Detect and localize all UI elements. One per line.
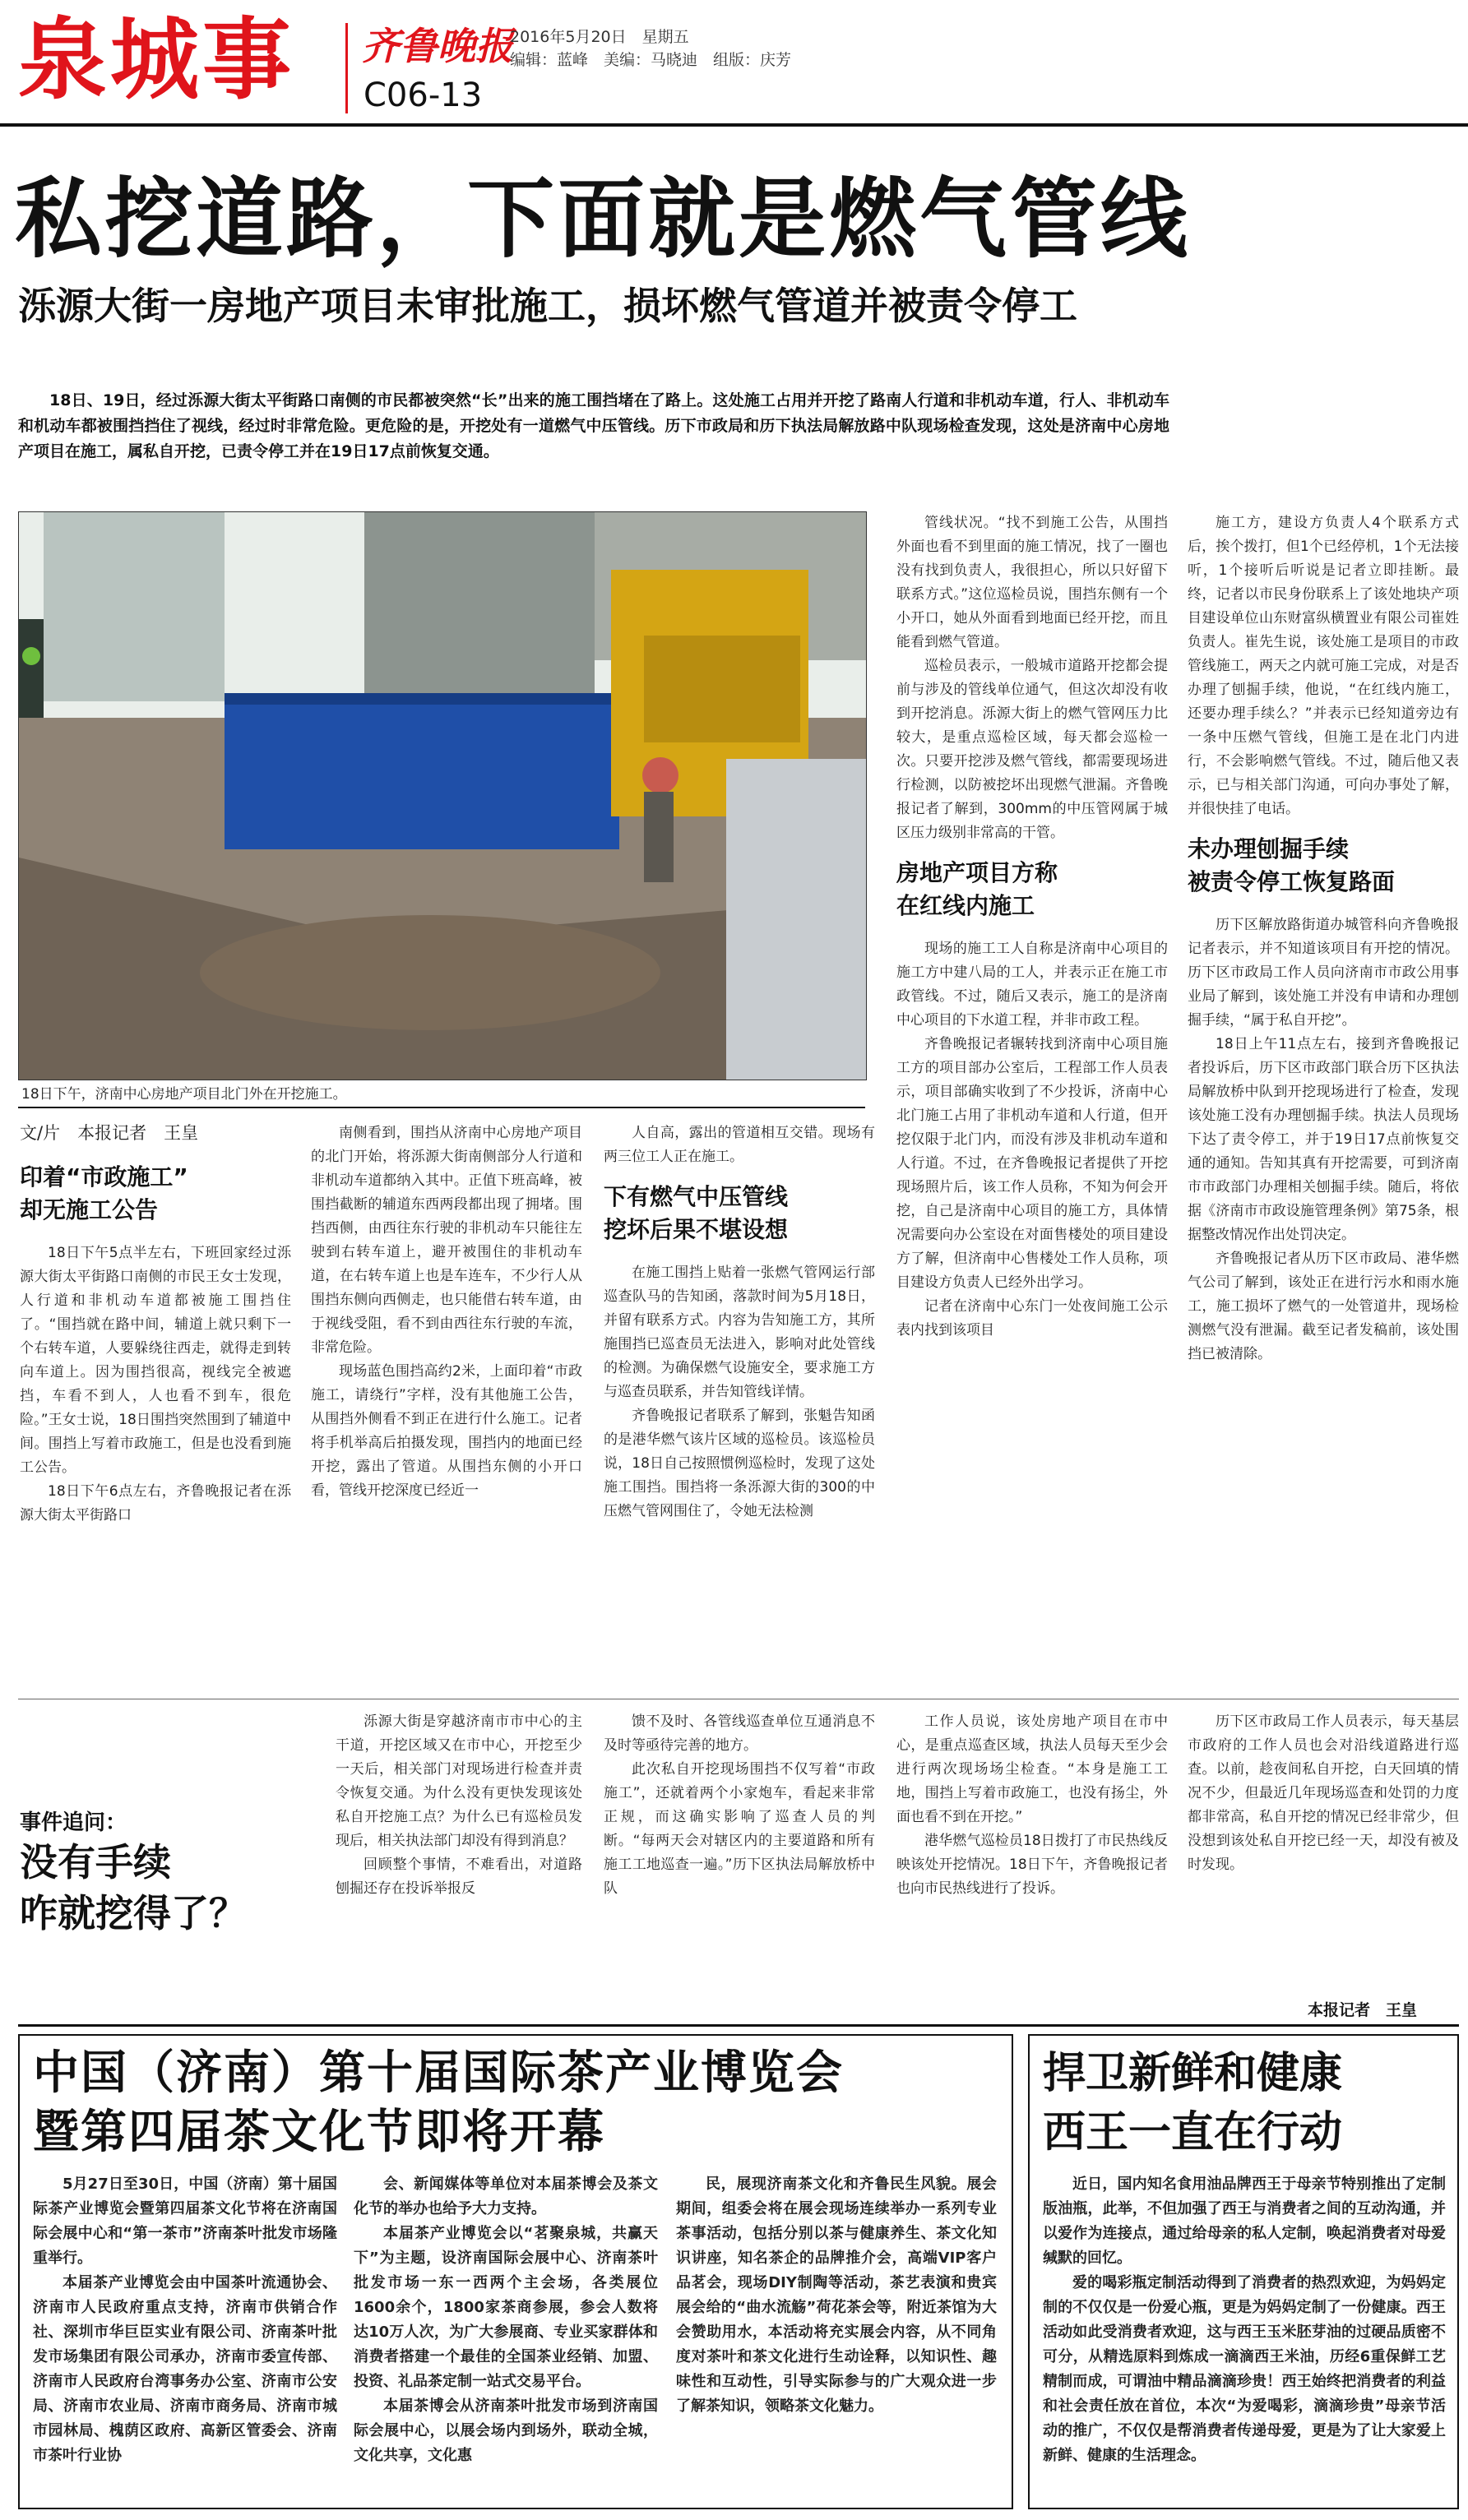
tea-paragraph: 民，展现济南茶文化和齐鲁民生风貌。展会期间，组委会将在展会现场连续举办一系列专业茶事活动，包括分别以茶与健康养生、茶文化知识讲座，知名茶企的品牌推介会，高端VIP客户品茗会，现场DIY制陶等活动，茶艺表演和贵宾展会给的“曲水流觞”荷花茶会等，附近茶馆为大会赞助用水，本活动将充实展会内容，从不同角度对茶叶和茶文化进行生动诠释，以知识性、趣味性和互动性，引导实际参与的广大观众进一步了解茶知识，领略茶文化魅力。 (676, 2176, 997, 2415)
article-paragraph: 18日下午5点半左右，下班回家经过泺源大街太平街路口南侧的市民王女士发现，人行道和非机动车道都被施工围挡住了。“围挡就在路中间，辅道上就只剩下一个右转车道，人要躲绕往西走，就得走到转向车道上。因为围挡很高，视线完全被遮挡，车看不到人，人也看不到车，很危险。”王女士说，18日围挡突然围到了辅道中间。围挡上写着市政施工，但是也没看到施工公告。 (20, 1245, 291, 1476)
article-column-5 (1188, 511, 1459, 1689)
tea-paragraph: 5月27日至30日，中国（济南）第十届国际茶产业博览会暨第四届茶文化节将在济南国际会展中心和“第一茶市”济南茶叶批发市场隆重举行。 (33, 2176, 337, 2267)
tea-column-3 (676, 2172, 997, 2501)
article-column-2 (311, 1121, 582, 1689)
photo-byline: 文/片 本报记者 王皇 (20, 1123, 199, 1143)
followup-label: 事件追问： (20, 1810, 127, 1835)
tea-paragraph: 本届茶产业博览会以“茗聚泉城，共赢天下”为主题，设济南国际会展中心、济南茶叶批发市场一东一西两个主会场，各类展位1600余个，1800家茶商参展，参会人数将达10万人次，为广大参展商、专业买家群体和消费者搭建一个最佳的全国茶业经销、加盟、投资、礼品茶定制一站式交易平台。 (354, 2225, 658, 2390)
xiwang-paragraph: 爱的喝彩瓶定制活动得到了消费者的热烈欢迎，为妈妈定制的不仅仅是一份爱心瓶，更是为妈妈定制了一份健康。西王活动如此受消费者欢迎，这与西王玉米胚芽油的过硬品质密不可分，从精选原料到炼成一滴滴西王米油，历经6重保鲜工艺精制而成，可谓油中精品滴滴珍贵！西王始终把消费者的利益和社会责任放在首位，本次“为爱喝彩，滴滴珍贵”母亲节活动的推广，不仅仅是帮消费者传递母爱，更是为了让大家爱上新鲜、健康的生活理念。 (1043, 2274, 1446, 2464)
article-column-4 (896, 511, 1168, 1689)
subhead-1: 印着“市政施工” 却无施工公告 (20, 1163, 188, 1223)
followup-paragraph: 港华燃气巡检员18日拨打了市民热线反映该处开挖情况。18日下午，齐鲁晚报记者也向市民热线进行了投诉。 (896, 1833, 1168, 1897)
xiwang-title: 捍卫新鲜和健康 西王一直在行动 (1043, 2049, 1343, 2157)
article-paragraph: 南侧看到，围挡从济南中心房地产项目的北门开始，将泺源大街南侧部分人行道和非机动车道都纳入其中。正值下班高峰，被围挡截断的辅道东西两段都出现了拥堵。围挡西侧，由西往东行驶的非机动车只能往左驶到右转车道上，避开被围住的非机动车道，在右转车道上也是车连车，不少行人从围挡东侧向西侧走，也只能借右转车道，由于视线受阻，看不到由西往东行驶的车流，非常危险。 (311, 1125, 582, 1356)
article-column-1 (20, 1149, 291, 1684)
masthead-divider (345, 23, 348, 113)
tea-paragraph: 本届茶博会从济南茶叶批发市场到济南国际会展中心，以展会场内到场外，联动全城，文化共享，文化惠 (354, 2397, 658, 2464)
subhead-5: 未办理刨掘手续 被责令停工恢复路面 (1188, 835, 1396, 895)
followup-paragraph: 泺源大街是穿越济南市市中心的主干道，开挖区域又在市中心，开挖至少一天后，相关部门对现场进行检查并责令恢复交通。为什么没有更快发现该处私自开挖施工点？为什么已有巡检员发现后，相关执法部门却没有得到消息？ (336, 1713, 582, 1849)
page-number: C06-13 (364, 76, 483, 114)
subhead-4: 房地产项目方称 在红线内施工 (896, 859, 1058, 919)
photo-caption: 18日下午，济南中心房地产项目北门外在开挖施工。 (21, 1086, 347, 1103)
followup-paragraph: 历下区市政局工作人员表示，每天基层市政府的工作人员也会对沿线道路进行巡查。以前，趁夜间私自开挖，白天回填的情况不少，但最近几年现场巡查和处罚的力度都非常高，私自开挖的情况已经非常少，但没想到该处私自开挖已经一天，却没有被及时发现。 (1188, 1713, 1459, 1873)
subhead-3: 下有燃气中压管线 挖坏后果不堪设想 (604, 1183, 789, 1243)
article-paragraph: 施工方，建设方负责人4个联系方式后，挨个拨打，但1个已经停机，1个无法接听，1个接听后听说是记者立即挂断。最终，记者以市民身份联系上了该处地块产项目建设单位山东财富纵横置业有限公司崔姓负责人。崔先生说，该处施工是项目的市政管线施工，两天之内就可施工完成，对是否办理了刨掘手续，他说，“在红线内施工，还要办理手续么？”并表示已经知道旁边有一条中压燃气管线，但施工是在北门内进行，不会影响燃气管线。不过，随后他又表示，已与相关部门沟通，可向办事处了解，并很快挂了电话。 (1188, 515, 1459, 817)
date-line: 2016年5月20日 星期五 (510, 28, 689, 46)
article-paragraph: 人自高，露出的管道相互交错。现场有两三位工人正在施工。 (604, 1125, 875, 1165)
xiwang-paragraph: 近日，国内知名食用油品牌西王于母亲节特别推出了定制版油瓶，此举，不但加强了西王与消费者之间的互动沟通，并以爱作为连接点，通过给母亲的私人定制，唤起消费者对母爱缄默的回忆。 (1043, 2176, 1446, 2267)
editors-line: 编辑：蓝峰 美编：马晓迪 组版：庆芳 (510, 51, 792, 69)
article-paragraph: 巡检员表示，一般城市道路开挖都会提前与涉及的管线单位通气，但这次却没有收到开挖消息。泺源大街上的燃气管网压力比较大，是重点巡检区域，每天都会巡检一次。只要开挖涉及燃气管线，都需要现场进行检测，以防被挖坏出现燃气泄漏。齐鲁晚报记者了解到，300mm的中压管网属于城区压力级别非常高的干管。 (896, 658, 1168, 841)
followup-column-2 (604, 1710, 875, 2039)
tea-column-1 (33, 2172, 337, 2501)
article-paragraph: 记者在济南中心东门一处夜间施工公示表内找到该项目 (896, 1298, 1168, 1339)
headline-subtitle: 泺源大街一房地产项目未审批施工，损坏燃气管道并被责令停工 (18, 284, 1077, 328)
article-column-3 (604, 1121, 875, 1689)
tea-column-2 (354, 2172, 658, 2501)
article-paragraph: 齐鲁晚报记者辗转找到济南中心项目施工方的项目部办公室后，工程部工作人员表示，项目部确实收到了不少投诉，济南中心北门施工占用了非机动车道和人行道，但开挖仅限于北门内，而没有涉及非机动车道和人行道。不过，在齐鲁晚报记者提供了开挖现场照片后，该工作人员称，不知为何会开挖，自己是济南中心项目的施工方，具体情况需要向办公室设在对面售楼处的项目建设方了解，但济南中心售楼处工作人员称，项目建设方负责人已经外出学习。 (896, 1036, 1168, 1291)
construction-scene-image (19, 512, 866, 1080)
tea-paragraph: 本届茶产业博览会由中国茶叶流通协会、济南市人民政府重点支持，济南市供销合作社、深圳市华巨臣实业有限公司、济南茶叶批发市场集团有限公司承办，济南市委宣传部、济南市人民政府台湾事务办公室、济南市公安局、济南市农业局、济南市商务局、济南市城市园林局、槐荫区政府、高新区管委会、济南市茶叶行业协 (33, 2274, 337, 2464)
tea-expo-title: 中国（济南）第十届国际茶产业博览会 暨第四届茶文化节即将开幕 (33, 2046, 844, 2159)
photo-rule (18, 1107, 865, 1108)
article-paragraph: 在施工围挡上贴着一张燃气管网运行部巡查队马的告知函，落款时间为5月18日，并留有联系方式。内容为告知施工方，其所施围挡已巡查员无法进入，影响对此处管线的检测。为确保燃气设施安全，要求施工方与巡查员联系，并告知管线详情。 (604, 1265, 875, 1400)
followup-paragraph: 馈不及时、各管线巡查单位互通消息不及时等亟待完善的地方。 (604, 1713, 875, 1754)
xiwang-column (1043, 2172, 1446, 2501)
article-paragraph: 现场的施工工人自称是济南中心项目的施工方中建八局的工人，并表示正在施工市政管线。不过，随后又表示，施工的是济南中心项目的下水道工程，并非市政工程。 (896, 941, 1168, 1029)
article-paragraph: 历下区解放路街道办城管科向齐鲁晚报记者表示，并不知道该项目有开挖的情况。历下区市政局工作人员向济南市市政公用事业局了解到，该处施工并没有申请和办理刨掘手续，“属于私自开挖”。 (1188, 917, 1459, 1029)
article-paragraph: 齐鲁晚报记者联系了解到，张魁告知函的是港华燃气该片区域的巡检员。该巡检员说，18日自己按照惯例巡检时，发现了这处施工围挡。围挡将一条泺源大街的300的中压燃气管网围住了，令她无法检测 (604, 1408, 875, 1519)
paper-logo: 齐鲁晚报 (362, 24, 513, 68)
followup-paragraph: 工作人员说，该处房地产项目在市中心，是重点巡查区域，执法人员每天至少会进行两次现场场尘检查。“本身是施工工地，围挡上写着市政施工，也没有扬尘，外面也看不到在开挖。” (896, 1713, 1168, 1825)
followup-byline: 本报记者 王皇 (1308, 2001, 1418, 2019)
followup-column-3 (896, 1710, 1168, 2039)
ad-section-rule (18, 2024, 1459, 2027)
followup-column-4 (1188, 1710, 1459, 1990)
article-paragraph: 现场蓝色围挡高约2米，上面印着“市政施工，请绕行”字样，没有其他施工公告，从围挡外侧看不到正在进行什么施工。记者将手机举高后拍摄发现，围挡内的地面已经开挖，露出了管道。从围挡东侧的小开口看，管线开挖深度已经近一 (311, 1363, 582, 1499)
main-photo (18, 511, 867, 1080)
masthead-rule (0, 123, 1468, 127)
article-paragraph: 18日上午11点左右，接到齐鲁晚报记者投诉后，历下区市政部门联合历下区执法局解放桥中队到开挖现场进行了检查，发现该处施工没有办理刨掘手续。执法人员现场下达了责令停工，并于19日17点前恢复交通的通知。告知其真有开挖需要，可到济南市市政部门办理相关刨掘手续。随后，将依据《济南市市政设施管理条例》第75条，根据整改情况作出处罚决定。 (1188, 1036, 1459, 1243)
followup-title: 没有手续 咋就挖得了？ (20, 1840, 247, 1935)
headline-title: 私挖道路，下面就是燃气管线 (15, 167, 1191, 270)
article-paragraph: 18日下午6点左右，齐鲁晚报记者在泺源大街太平街路口 (20, 1483, 291, 1524)
followup-paragraph: 此次私自开挖现场围挡不仅写着“市政施工”，还就着两个小家炮车，看起来非常正规，而这确实影响了巡查人员的判断。“每两天会对辖区内的主要道路和所有施工工地巡查一遍。”历下区执法局解放桥中队 (604, 1761, 875, 1897)
lead-paragraph: 18日、19日，经过泺源大街太平街路口南侧的市民都被突然“长”出来的施工围挡堵在了路上。这处施工占用并开挖了路南人行道和非机动车道，行人、非机动车和机动车都被围挡挡住了视线，经过时非常危险。更危险的是，开挖处有一道燃气中压管线。历下市政局和历下执法局解放路中队现场检查发现，这处是济南中心房地产项目在施工，属私自开挖，已责令停工并在19日17点前恢复交通。 (18, 391, 1169, 460)
followup-paragraph: 回顾整个事情，不难看出，对道路刨掘还存在投诉举报反 (336, 1856, 582, 1897)
article-paragraph: 管线状况。“找不到施工公告，从围挡外面也看不到里面的施工情况，找了一圈也没有找到负责人，我很担心，所以只好留下联系方式。”这位巡检员说，围挡东侧有一个小开口，她从外面看到地面已经开挖，而且能看到燃气管道。 (896, 515, 1168, 650)
tea-paragraph: 会、新闻媒体等单位对本届茶博会及茶文化节的举办也给予大力支持。 (354, 2176, 658, 2217)
followup-column-1 (336, 1710, 582, 2039)
section-name: 泉城事 (18, 8, 295, 112)
article-paragraph: 齐鲁晚报记者从历下区市政局、港华燃气公司了解到，该处正在进行污水和雨水施工，施工损坏了燃气的一处管道井，现场检测燃气没有泄漏。截至记者发稿前，该处围挡已被清除。 (1188, 1251, 1459, 1362)
